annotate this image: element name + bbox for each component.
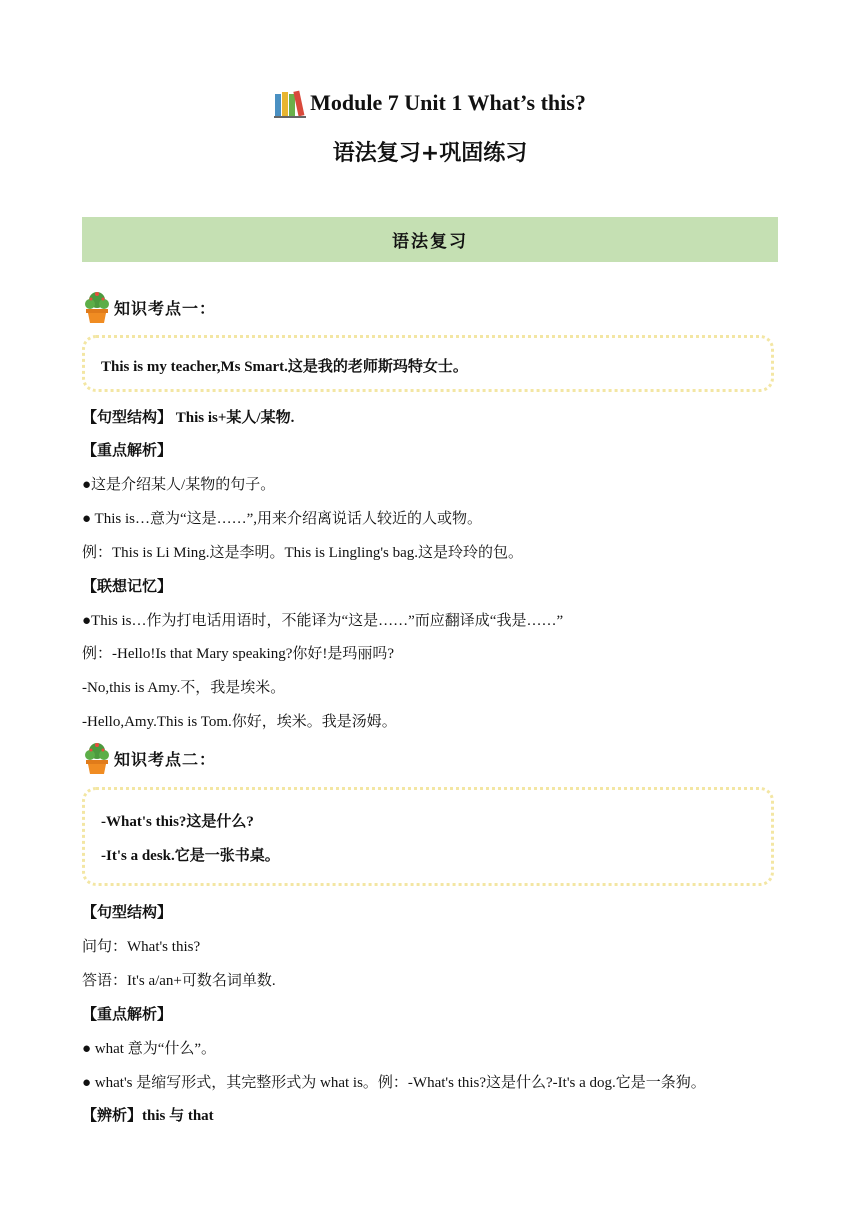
knowledge-point-1-box (82, 335, 774, 392)
kp1-structure: 【句型结构】 This is+某人/某物. (82, 410, 295, 426)
potted-plant-icon (82, 290, 112, 324)
kp2-question: 问句：What's this? (82, 939, 201, 955)
kp1-memory-example-2: -No,this is Amy.不，我是埃米。 (82, 680, 286, 696)
kp1-analysis-1: ●这是介绍某人/某物的句子。 (82, 477, 276, 493)
kp2-box-line-1: -What's this?这是什么? (101, 814, 254, 830)
knowledge-point-1-title: 知识考点一： (114, 298, 217, 318)
kp1-memory-1: ●This is…作为打电话用语时，不能译为“这是……”而应翻译成“我是……” (82, 613, 564, 629)
potted-plant-icon (82, 741, 112, 775)
books-icon (274, 88, 308, 118)
kp1-analysis-heading: 【重点解析】 (82, 443, 173, 459)
kp2-analysis-heading: 【重点解析】 (82, 1007, 173, 1023)
knowledge-point-2-box (82, 787, 774, 886)
kp1-analysis-2: ● This is…意为“这是……”,用来介绍离说话人较近的人或物。 (82, 511, 483, 527)
kp1-example: 例：This is Li Ming.这是李明。This is Lingling's bag.这是玲玲的包。 (82, 545, 524, 561)
sub-title: 语法复习+巩固练习 (332, 141, 528, 166)
kp2-box-line-2: -It's a desk.它是一张书桌。 (101, 848, 280, 864)
knowledge-point-1-heading (82, 290, 216, 324)
kp1-memory-heading: 【联想记忆】 (82, 579, 173, 595)
section-banner: 语法复习 (82, 217, 778, 262)
kp1-memory-example-1: 例：-Hello!Is that Mary speaking?你好!是玛丽吗? (82, 646, 395, 662)
kp2-distinction-heading: 【辨析】this 与 that (82, 1108, 214, 1124)
kp2-answer: 答语：It's a/an+可数名词单数. (82, 973, 276, 989)
kp2-structure-heading: 【句型结构】 (82, 905, 173, 921)
kp1-box-line-1: This is my teacher,Ms Smart.这是我的老师斯玛特女士。 (101, 359, 468, 375)
kp2-analysis-1: ● what 意为“什么”。 (82, 1041, 217, 1057)
title-row (0, 88, 860, 123)
kp2-analysis-2: ● what's 是缩写形式，其完整形式为 what is。例：-What's this?这是什么?-It's a dog.它是一条狗。 (82, 1075, 706, 1091)
knowledge-point-2-heading (82, 741, 216, 775)
knowledge-point-2-title: 知识考点二： (114, 749, 217, 769)
kp1-memory-example-3: -Hello,Amy.This is Tom.你好，埃米。我是汤姆。 (82, 714, 397, 730)
main-title: Module 7 Unit 1 What’s this? (310, 90, 586, 115)
